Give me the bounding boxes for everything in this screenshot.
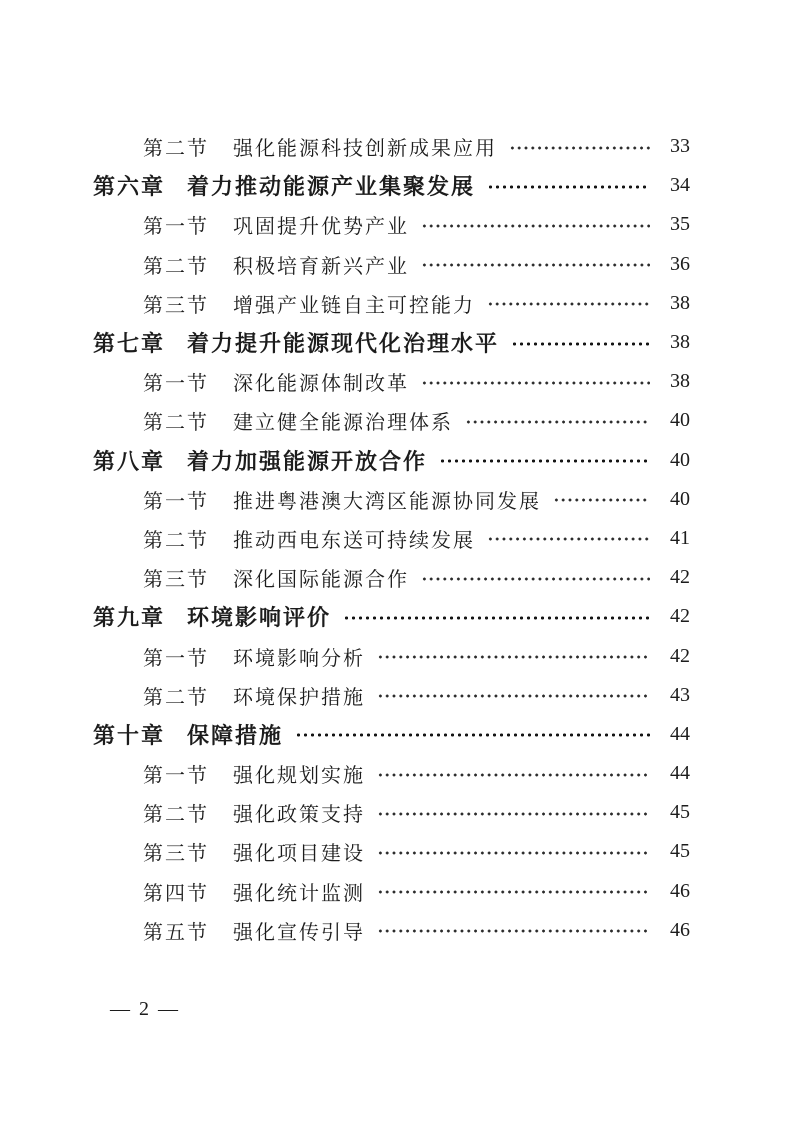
toc-entry-title: 强化政策支持: [233, 802, 365, 827]
toc-entry-number: 第一节: [143, 371, 209, 396]
toc-entry-number: 第二节: [143, 802, 209, 827]
toc-entry-section: [93, 832, 690, 871]
toc-entry-number: 第二节: [143, 527, 209, 552]
toc-entry-section: [93, 676, 690, 715]
toc-entry-section: [93, 911, 690, 950]
toc-entry-page: 40: [670, 448, 690, 471]
toc-entry-title: 强化宣传引导: [233, 919, 365, 944]
toc-entry-number: 第二节: [143, 253, 209, 278]
toc-entry-page: 44: [670, 762, 690, 785]
dot-leader-icon: [343, 615, 650, 621]
toc-entry-title: 巩固提升优势产业: [233, 214, 409, 239]
toc-entry-page: 36: [670, 252, 690, 275]
toc-entry-page: 33: [670, 135, 690, 158]
toc-entry-number: 第六章: [93, 174, 166, 200]
toc-entry-title: 增强产业链自主可控能力: [233, 292, 475, 317]
toc-entry-title: 着力推动能源产业集聚发展: [187, 174, 476, 200]
toc-entry-page: 46: [670, 918, 690, 941]
dot-leader-icon: [377, 693, 650, 699]
toc-entry-title: 积极培育新兴产业: [233, 253, 409, 278]
dot-leader-icon: [421, 262, 650, 268]
toc-entry-page: 35: [670, 213, 690, 236]
dot-leader-icon: [377, 772, 650, 778]
toc-entry-number: 第三节: [143, 567, 209, 592]
toc-entry-section: [93, 754, 690, 793]
dot-leader-icon: [487, 301, 650, 307]
toc-entry-number: 第七章: [93, 331, 166, 357]
toc-entry-number: 第一节: [143, 763, 209, 788]
toc-entry-page: 42: [670, 644, 690, 667]
toc-entry-number: 第十章: [93, 722, 166, 748]
toc-entry-page: 42: [670, 566, 690, 589]
toc-entry-title: 强化统计监测: [233, 880, 365, 905]
dot-leader-icon: [421, 576, 650, 582]
toc-entry-section: [93, 362, 690, 401]
toc-entry-section: [93, 284, 690, 323]
toc-entry-number: 第八章: [93, 448, 166, 474]
toc-entry-number: 第二节: [143, 136, 209, 161]
page-footer: [110, 998, 180, 1021]
toc-entry-section: [93, 401, 690, 440]
toc-entry-number: 第二节: [143, 410, 209, 435]
toc-entry-section: [93, 519, 690, 558]
toc-entry-title: 环境影响评价: [187, 605, 332, 631]
toc-entry-section: [93, 245, 690, 284]
toc-entry-page: 44: [670, 722, 690, 745]
toc-entry-title: 强化能源科技创新成果应用: [233, 136, 497, 161]
toc-entry-title: 强化规划实施: [233, 763, 365, 788]
dot-leader-icon: [421, 223, 650, 229]
toc-entry-number: 第四节: [143, 880, 209, 905]
toc-entry-section: [93, 127, 690, 166]
toc-entry-number: 第三节: [143, 841, 209, 866]
dot-leader-icon: [511, 341, 650, 347]
toc-entry-section: [93, 636, 690, 675]
toc-entry-number: 第三节: [143, 292, 209, 317]
toc-entry-number: 第一节: [143, 488, 209, 513]
toc-entry-section: [93, 205, 690, 244]
toc-entry-chapter: [93, 323, 690, 362]
dot-leader-icon: [439, 458, 650, 464]
dot-leader-icon: [377, 889, 650, 895]
toc-entry-page: 34: [670, 174, 690, 197]
toc-entry-page: 38: [670, 331, 690, 354]
toc-entry-title: 推动西电东送可持续发展: [233, 527, 475, 552]
toc-entry-title: 深化国际能源合作: [233, 567, 409, 592]
dot-leader-icon: [465, 419, 650, 425]
dot-leader-icon: [421, 380, 650, 386]
toc-entry-section: [93, 558, 690, 597]
toc-entry-page: 43: [670, 683, 690, 706]
toc-entry-title: 保障措施: [187, 722, 284, 748]
dot-leader-icon: [295, 732, 650, 738]
toc-entry-chapter: [93, 166, 690, 205]
toc-entry-title: 着力加强能源开放合作: [187, 448, 428, 474]
toc-entry-number: 第一节: [143, 645, 209, 670]
page-number: — 2 —: [110, 998, 180, 1020]
toc-entry-page: 40: [670, 487, 690, 510]
dot-leader-icon: [377, 850, 650, 856]
toc-entry-page: 42: [670, 605, 690, 628]
dot-leader-icon: [377, 928, 650, 934]
toc-entry-number: 第二节: [143, 684, 209, 709]
toc-entry-title: 环境影响分析: [233, 645, 365, 670]
toc-entry-page: 41: [670, 526, 690, 549]
toc-entry-page: 45: [670, 840, 690, 863]
dot-leader-icon: [377, 654, 650, 660]
toc-entry-chapter: [93, 441, 690, 480]
toc-entry-title: 着力提升能源现代化治理水平: [187, 331, 500, 357]
toc-entry-section: [93, 793, 690, 832]
toc-entry-chapter: [93, 715, 690, 754]
toc-entry-title: 环境保护措施: [233, 684, 365, 709]
dot-leader-icon: [487, 536, 650, 542]
toc-entry-title: 强化项目建设: [233, 841, 365, 866]
toc-entry-title: 建立健全能源治理体系: [233, 410, 453, 435]
toc-entry-page: 40: [670, 409, 690, 432]
toc-entry-page: 38: [670, 370, 690, 393]
dot-leader-icon: [487, 184, 650, 190]
toc-entry-page: 45: [670, 801, 690, 824]
toc-entry-number: 第九章: [93, 605, 166, 631]
table-of-contents: [93, 127, 690, 950]
toc-entry-section: [93, 872, 690, 911]
toc-entry-title: 深化能源体制改革: [233, 371, 409, 396]
dot-leader-icon: [553, 497, 650, 503]
toc-entry-section: [93, 480, 690, 519]
dot-leader-icon: [377, 811, 650, 817]
toc-entry-page: 46: [670, 879, 690, 902]
toc-entry-number: 第五节: [143, 919, 209, 944]
toc-entry-chapter: [93, 597, 690, 636]
dot-leader-icon: [509, 145, 650, 151]
toc-entry-title: 推进粤港澳大湾区能源协同发展: [233, 488, 541, 513]
toc-entry-number: 第一节: [143, 214, 209, 239]
toc-entry-page: 38: [670, 291, 690, 314]
